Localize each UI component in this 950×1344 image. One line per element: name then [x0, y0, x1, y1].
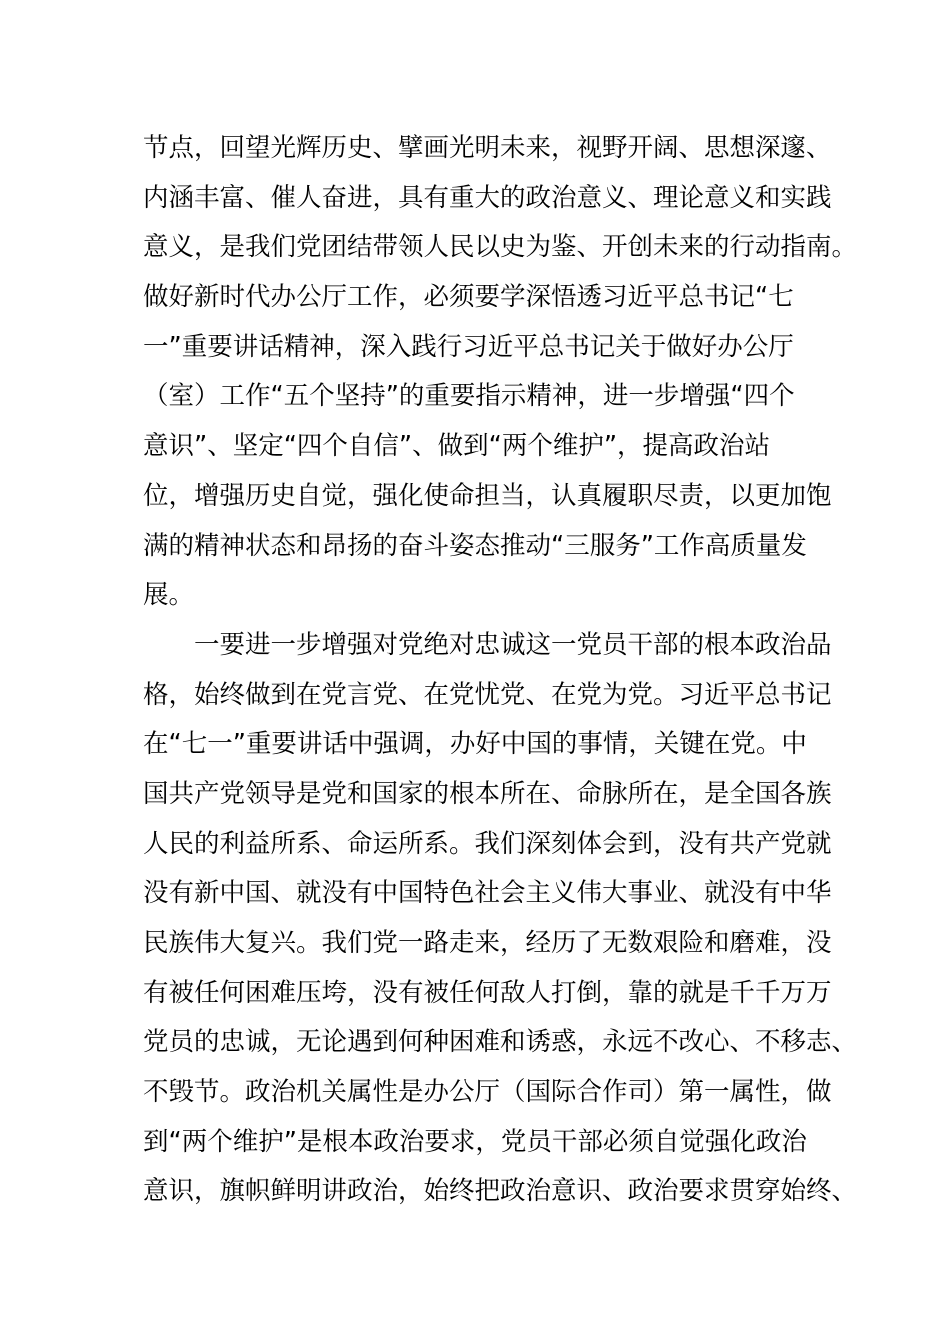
text-line: 意识”、坚定“四个自信”、做到“两个维护”，提高政治站: [143, 431, 771, 462]
text-line: 在“七一”重要讲话中强调，办好中国的事情，关键在党。中: [143, 729, 807, 760]
text-line: 意识，旗帜鲜明讲政治，始终把政治意识、政治要求贯穿始终、: [143, 1176, 858, 1207]
text-line: 满的精神状态和昂扬的奋斗姿态推动“三服务”工作高质量发: [143, 530, 807, 561]
text-line: 做好新时代办公厅工作，必须要学深悟透习近平总书记“七: [143, 282, 794, 313]
text-line: 展。: [143, 580, 195, 611]
text-line: （室）工作“五个坚持”的重要指示精神，进一步增强“四个: [143, 381, 795, 412]
text-line: 不毁节。政治机关属性是办公厅（国际合作司）第一属性，做: [143, 1077, 832, 1108]
text-line: 到“两个维护”是根本政治要求，党员干部必须自觉强化政治: [143, 1126, 807, 1157]
text-line: 一要进一步增强对党绝对忠诚这一党员干部的根本政治品: [143, 629, 832, 660]
text-line: 有被任何困难压垮，没有被任何敌人打倒，靠的就是千千万万: [143, 977, 832, 1008]
body-text: [143, 124, 858, 1217]
text-line: 一”重要讲话精神，深入践行习近平总书记关于做好办公厅: [143, 331, 794, 362]
text-line: 节点，回望光辉历史、擘画光明未来，视野开阔、思想深邃、: [143, 133, 832, 163]
text-line: 内涵丰富、催人奋进，具有重大的政治意义、理论意义和实践: [143, 182, 832, 213]
text-line: 位，增强历史自觉，强化使命担当，认真履职尽责，以更加饱: [143, 480, 832, 511]
text-line: 党员的忠诚，无论遇到何种困难和诱惑，永远不改心、不移志、: [143, 1027, 858, 1058]
text-line: 国共产党领导是党和国家的根本所在、命脉所在，是全国各族: [143, 778, 832, 809]
text-line: 人民的利益所系、命运所系。我们深刻体会到，没有共产党就: [143, 828, 832, 859]
text-line: 民族伟大复兴。我们党一路走来，经历了无数艰险和磨难，没: [143, 928, 832, 958]
text-line: 格，始终做到在党言党、在党忧党、在党为党。习近平总书记: [143, 679, 832, 710]
text-line: 没有新中国、就没有中国特色社会主义伟大事业、就没有中华: [143, 878, 832, 909]
text-line: 意义，是我们党团结带领人民以史为鉴、开创未来的行动指南。: [143, 232, 858, 263]
